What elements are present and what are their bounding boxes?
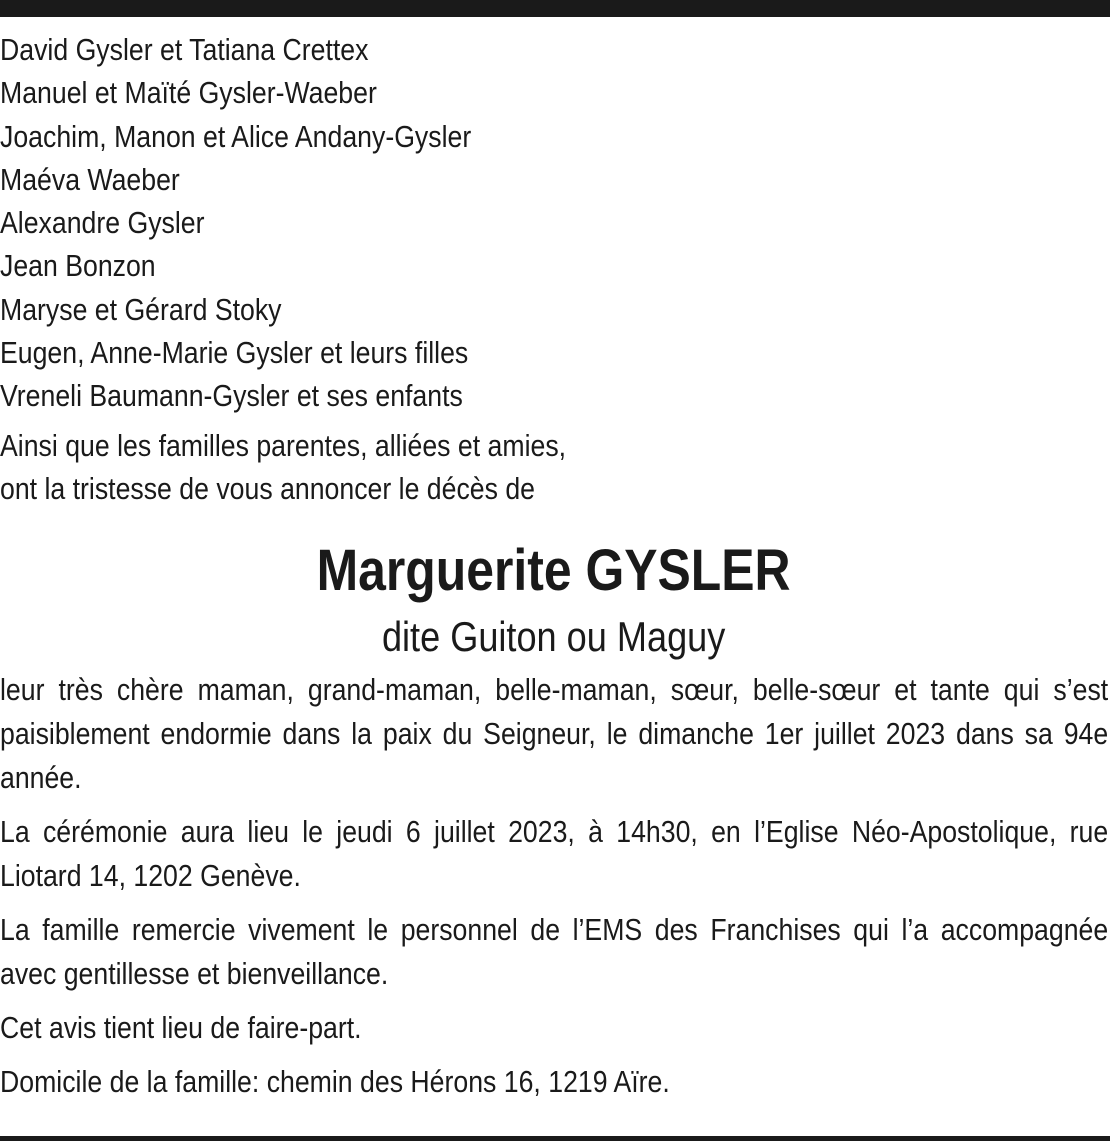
deceased-nickname — [0, 610, 1108, 664]
intro-line-2: ont la tristesse de vous annoncer le décès de — [0, 470, 536, 506]
thanks-text: La famille remercie vivement le personnel de l’EMS des Franchises qui l’a accompagnée avec gentillesse et bienveillance. — [0, 912, 1109, 992]
family-member-line: David Gysler et Tatiana Crettex — [0, 32, 369, 67]
family-member-line: Joachim, Manon et Alice Andany-Gysler — [0, 118, 472, 154]
notice-paragraph — [0, 1006, 1108, 1050]
top-rule — [0, 0, 1110, 17]
description-text: leur très chère maman, grand-maman, belle-maman, sœur, belle-sœur et tante qui s’est paisiblement endormie dans la paix du Seigneur, le dimanche 1er juillet 2023 dans sa 94e année. — [0, 672, 1109, 796]
family-member-line: Maéva Waeber — [0, 161, 180, 197]
deceased-name — [0, 536, 1108, 606]
deceased-name-text: Marguerite GYSLER — [317, 538, 791, 604]
family-list — [0, 28, 1108, 418]
family-member-line: Manuel et Maïté Gysler-Waeber — [0, 75, 377, 111]
description-paragraph — [0, 668, 1108, 800]
deceased-nickname-text: dite Guiton ou Maguy — [382, 613, 726, 661]
family-member-line: Jean Bonzon — [0, 248, 156, 284]
bottom-rule — [0, 1136, 1110, 1141]
ceremony-text: La cérémonie aura lieu le jeudi 6 juillet 2023, à 14h30, en l’Eglise Néo-Apostolique, rue Liotard 14, 1202 Genève. — [0, 814, 1109, 894]
announcement-intro — [0, 424, 1108, 511]
address-text: Domicile de la famille: chemin des Hérons 16, 1219 Aïre. — [0, 1064, 670, 1100]
notice-text: Cet avis tient lieu de faire-part. — [0, 1010, 362, 1046]
address-paragraph — [0, 1060, 1108, 1104]
obituary-notice — [0, 28, 1108, 1104]
ceremony-paragraph — [0, 810, 1108, 898]
intro-line-1: Ainsi que les familles parentes, alliées et amies, — [0, 427, 567, 463]
family-member-line: Maryse et Gérard Stoky — [0, 291, 282, 327]
family-member-line: Eugen, Anne-Marie Gysler et leurs filles — [0, 335, 469, 371]
family-member-line: Vreneli Baumann-Gysler et ses enfants — [0, 378, 463, 414]
thanks-paragraph — [0, 908, 1108, 996]
family-member-line: Alexandre Gysler — [0, 205, 205, 241]
